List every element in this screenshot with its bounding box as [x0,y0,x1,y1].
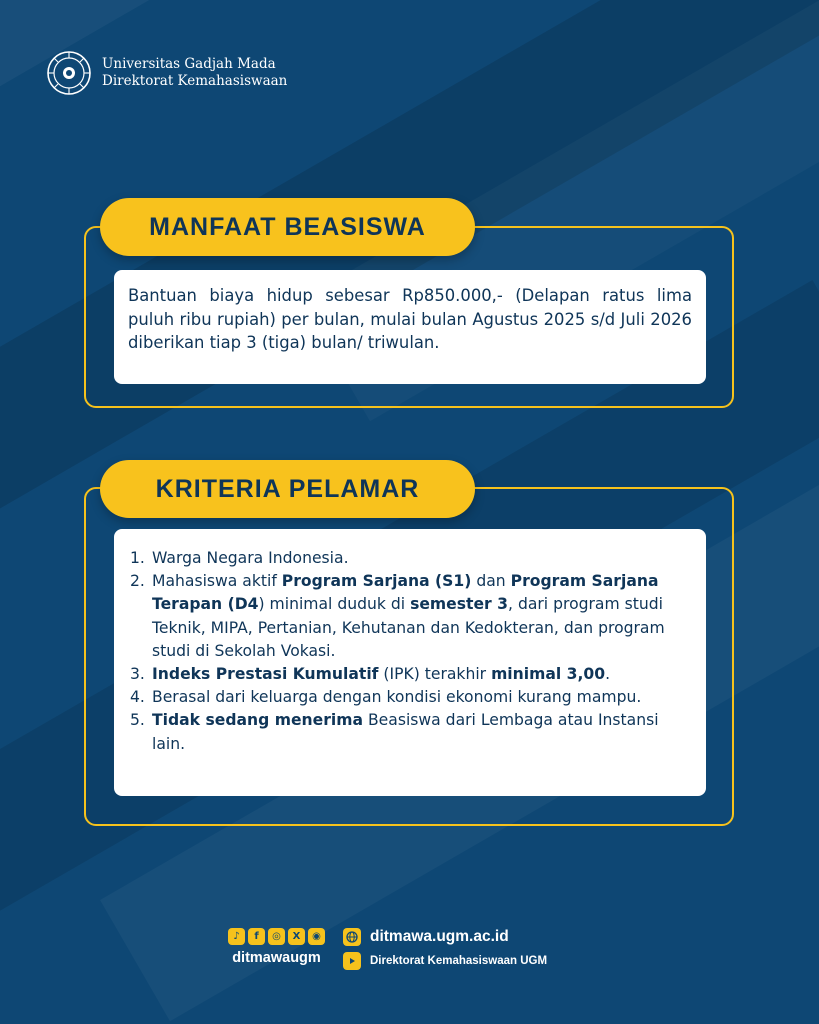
tiktok-icon[interactable]: ♪ [228,928,245,945]
social-icons [228,928,325,945]
criteria-item-text: Berasal dari keluarga dengan kondisi ekonomi kurang mampu. [152,688,642,707]
criteria-item [130,570,686,663]
institution-name [102,56,287,90]
criteria-item-text: Indeks Prestasi Kumulatif (IPK) terakhir minimal 3,00. [152,665,611,684]
criteria-item-number: 1. [130,549,145,567]
criteria-item-number: 4. [130,688,145,707]
benefit-text: Bantuan biaya hidup sebesar Rp850.000,- (Delapan ratus lima puluh ribu rupiah) per bulan, mulai bulan Agustus 2025 s/d Juli 2026 diberikan tiap 3 (tiga) bulan/ triwulan. [128,286,692,352]
benefit-card [114,270,706,384]
footer [228,928,547,970]
website-link[interactable]: ditmawa.ugm.ac.id [370,928,509,945]
criteria-item-number: 3. [130,665,145,684]
criteria-item [130,547,686,570]
criteria-item [130,686,686,709]
criteria-item-text: Warga Negara Indonesia. [152,549,349,567]
criteria-item [130,663,686,686]
youtube-channel[interactable]: Direktorat Kemahasiswaan UGM [370,955,548,967]
contact-block [343,928,547,970]
social-block [228,928,325,970]
facebook-icon[interactable]: f [248,928,265,945]
university-name: Universitas Gadjah Mada [102,56,276,72]
youtube-row[interactable] [343,952,547,970]
criteria-list [130,547,686,756]
ugm-emblem-icon [46,50,92,96]
criteria-title: KRITERIA PELAMAR [100,460,475,518]
youtube-icon [343,952,361,970]
criteria-item-text: Tidak sedang menerima Beasiswa dari Lembaga atau Instansi lain. [152,711,659,753]
criteria-item [130,709,686,755]
globe-icon [343,928,361,946]
criteria-item-number: 5. [130,711,145,730]
ugm-logo [46,50,287,96]
website-row[interactable] [343,928,547,946]
benefit-title: MANFAAT BEASISWA [100,198,475,256]
social-handle[interactable]: ditmawaugm [232,950,321,966]
criteria-item-text: Mahasiswa aktif Program Sarjana (S1) dan Program Sarjana Terapan (D4) minimal duduk di semester 3, dari program studi Teknik, MIPA, Pertanian, Kehutanan dan Kedokteran, dan program studi di Sekolah Vokasi. [152,572,665,660]
directorate-name: Direktorat Kemahasiswaan [102,73,288,89]
criteria-item-number: 2. [130,572,145,591]
criteria-card [114,529,706,796]
line-icon[interactable]: ◉ [308,928,325,945]
instagram-icon[interactable]: ◎ [268,928,285,945]
x-icon[interactable]: X [288,928,305,945]
